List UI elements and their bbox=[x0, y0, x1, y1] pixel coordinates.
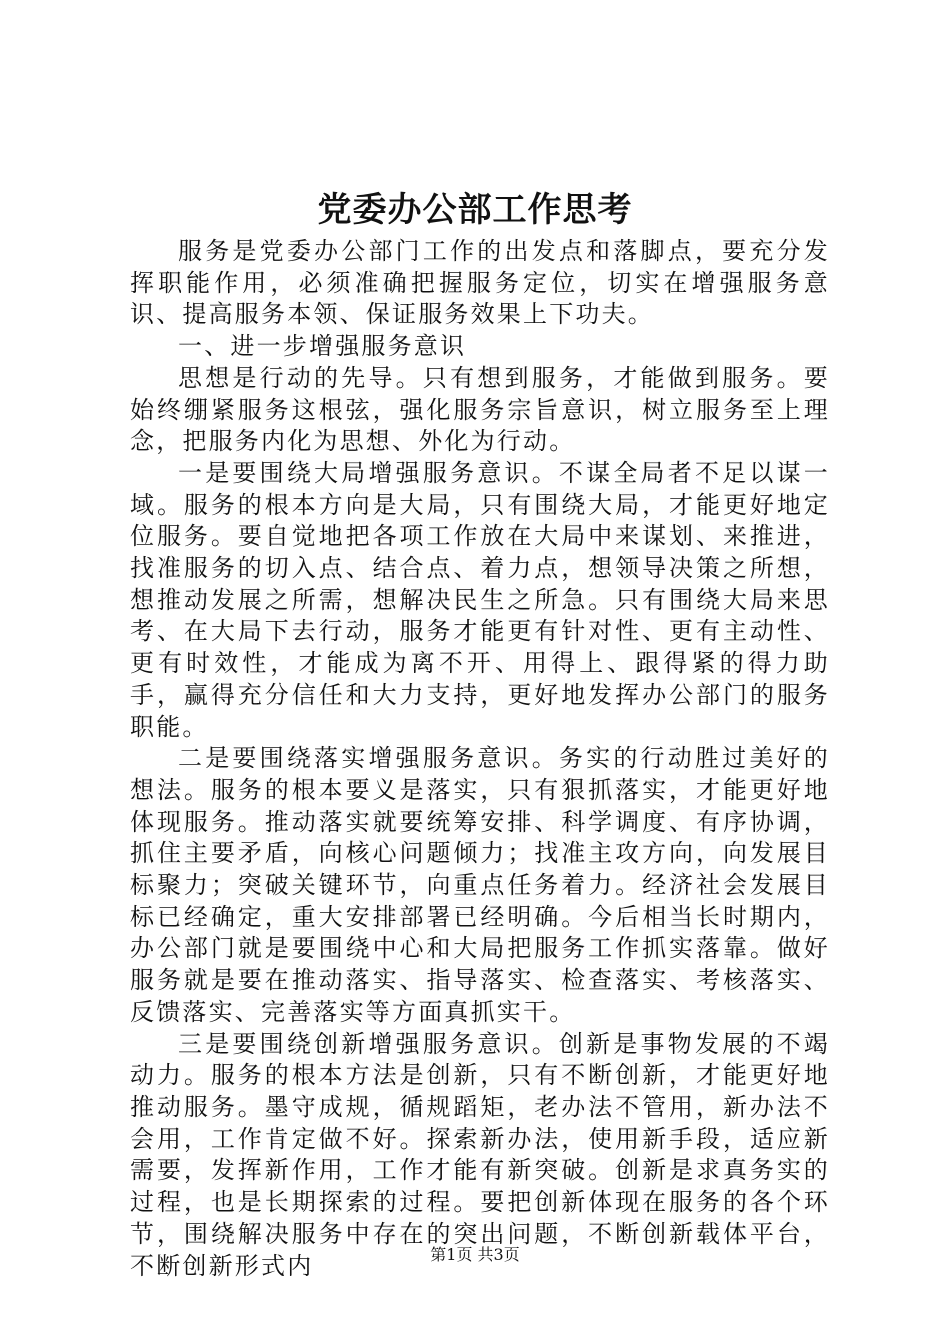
body-paragraph: 二是要围绕落实增强服务意识。务实的行动胜过美好的想法。服务的根本要义是落实，只有狠抓落实，才能更好地体现服务。推动落实就要统筹安排、科学调度、有序协调，抓住主要矛盾，向核心问题倾力；找准主攻方向，向发展目标聚力；突破关键环节，向重点任务着力。经济社会发展目标已经确定，重大安排部署已经明确。今后相当长时期内，办公部门就是要围绕中心和大局把服务工作抓实落靠。做好服务就是要在推动落实、指导落实、检查落实、考核落实、反馈落实、完善落实等方面真抓实干。 bbox=[130, 744, 830, 1026]
section-heading: 一、进一步增强服务意识 bbox=[178, 332, 467, 361]
body-paragraph: 三是要围绕创新增强服务意识。创新是事物发展的不竭动力。服务的根本方法是创新，只有不断创新，才能更好地推动服务。墨守成规，循规蹈矩，老办法不管用，新办法不会用，工作肯定做不好。探索新办法，使用新手段，适应新需要，发挥新作用，工作才能有新突破。创新是求真务实的过程，也是长期探索的过程。要把创新体现在服务的各个环节，围绕解决服务中存在的突出问题，不断创新载体平台，不断创新形式内 bbox=[130, 1029, 830, 1280]
body-paragraph: 一是要围绕大局增强服务意识。不谋全局者不足以谋一域。服务的根本方向是大局，只有围绕大局，才能更好地定位服务。要自觉地把各项工作放在大局中来谋划、来推进，找准服务的切入点、结合点、着力点，想领导决策之所想，想推动发展之所需，想解决民生之所急。只有围绕大局来思考、在大局下去行动，服务才能更有针对性、更有主动性、更有时效性，才能成为离不开、用得上、跟得紧的得力助手，赢得充分信任和大力支持，更好地发挥办公部门的服务职能。 bbox=[130, 458, 830, 741]
page-number-footer: 第1页 共3页 bbox=[430, 1245, 520, 1264]
document-body bbox=[130, 236, 830, 1282]
intro-paragraph: 服务是党委办公部门工作的出发点和落脚点，要充分发挥职能作用，必须准确把握服务定位，切实在增强服务意识、提高服务本领、保证服务效果上下功夫。 bbox=[130, 237, 830, 329]
body-paragraph: 思想是行动的先导。只有想到服务，才能做到服务。要始终绷紧服务这根弦，强化服务宗旨意识，树立服务至上理念，把服务内化为思想、外化为行动。 bbox=[130, 363, 830, 456]
document-title: 党委办公部工作思考 bbox=[317, 190, 633, 230]
